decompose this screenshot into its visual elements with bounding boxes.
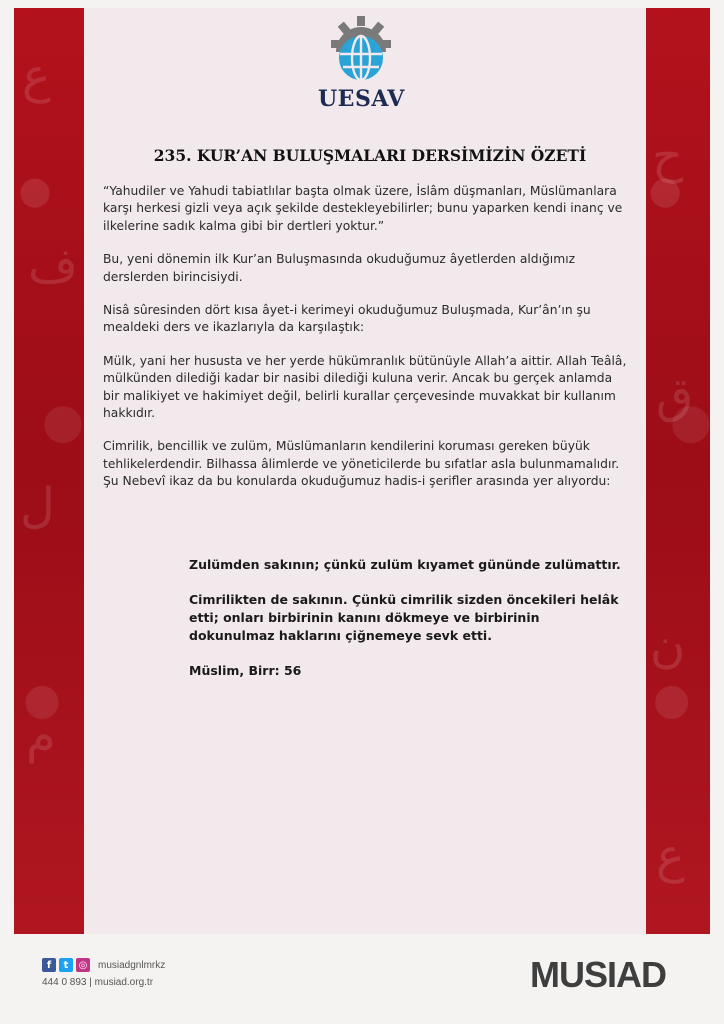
gear-globe-icon [318, 14, 404, 86]
left-decorative-band [14, 8, 84, 934]
instagram-icon[interactable]: ◎ [76, 958, 90, 972]
calligraphy-ornament: ح [652, 128, 683, 184]
twitter-icon[interactable]: t [59, 958, 73, 972]
logo-wordmark: UESAV [318, 86, 405, 112]
social-handle: musiadgnlmrkz [98, 959, 166, 971]
hadith-quote-block [189, 556, 629, 697]
facebook-icon[interactable]: f [42, 958, 56, 972]
paragraph: Nisâ sûresinden dört kısa âyet-i kerimeyi okuduğumuz Buluşmada, Kur’ân’ın şu mealdeki ders ve ikazlarıyla da karşılaştık: [103, 303, 591, 335]
paragraph: Cimrilik, bencillik ve zulüm, Müslümanların kendilerini koruması gereken büyük tehlikelerdendir. Bilhassa âlimlerde ve yöneticilerde bu sıfatlar asla bulunmamalıdır. Şu Nebevî ikaz da bu konularda okuduğumuz hadis-i şerifler arasında yer alıyordu: [103, 439, 620, 489]
calligraphy-ornament: ع [22, 48, 51, 104]
page-title: 235. KUR’AN BULUŞMALARI DERSİMİZİN ÖZETİ [153, 146, 587, 165]
calligraphy-ornament: ق [656, 368, 694, 424]
calligraphy-ornament: ف [28, 238, 78, 294]
calligraphy-ornament: ع [656, 828, 685, 884]
website-link[interactable]: musiad.org.tr [94, 977, 154, 988]
phone-number: 444 0 893 [42, 977, 87, 988]
hadith-source: Müslim, Birr: 56 [189, 663, 302, 678]
paragraph: Mülk, yani her hususta ve her yerde hükümranlık bütünüyle Allah’a aittir. Allah Teâlâ, mülkünden dilediği kadar bir nasibi dilediği kuluna verir. Ancak bu gerçek anlamda bir malikiyet ve hakimiyet değil, belirli kurallar çerçevesinde muvakkat bir kullanım hakkıdır. [103, 353, 627, 421]
separator: | [89, 977, 95, 988]
calligraphy-ornament: ل [20, 478, 55, 534]
calligraphy-ornament: ن [650, 618, 686, 674]
contact-line [42, 977, 165, 988]
paragraph: “Yahudiler ve Yahudi tabiatlılar başta olmak üzere, İslâm düşmanları, Müslümanlara karşı herkesi gizli veya açık şekilde destekleyebilirler; bunu yaparken kendi inanç ve ilkelerine sadık kalma gibi bir dertleri yoktur.” [103, 184, 623, 233]
hadith-quote: Zulümden sakının; çünkü zulüm kıyamet gününde zulümattır. [189, 557, 621, 572]
musiad-logo: MUSIAD [530, 954, 666, 995]
calligraphy-ornament: م [26, 708, 56, 764]
hadith-quote: Cimrilikten de sakının. Çünkü cimrilik sizden öncekileri helâk etti; onları birbirinin kanını dökmeye ve birbirinin dokunulmaz haklarını çiğnemeye sevk etti. [189, 592, 619, 643]
right-decorative-band [646, 8, 710, 934]
footer-contact [42, 958, 165, 988]
summary-body [103, 183, 631, 507]
social-links [42, 958, 165, 972]
paragraph: Bu, yeni dönemin ilk Kur’an Buluşmasında okuduğumuz âyetlerden aldığımız derslerden birincisiydi. [103, 252, 576, 284]
uesav-logo [318, 14, 404, 120]
